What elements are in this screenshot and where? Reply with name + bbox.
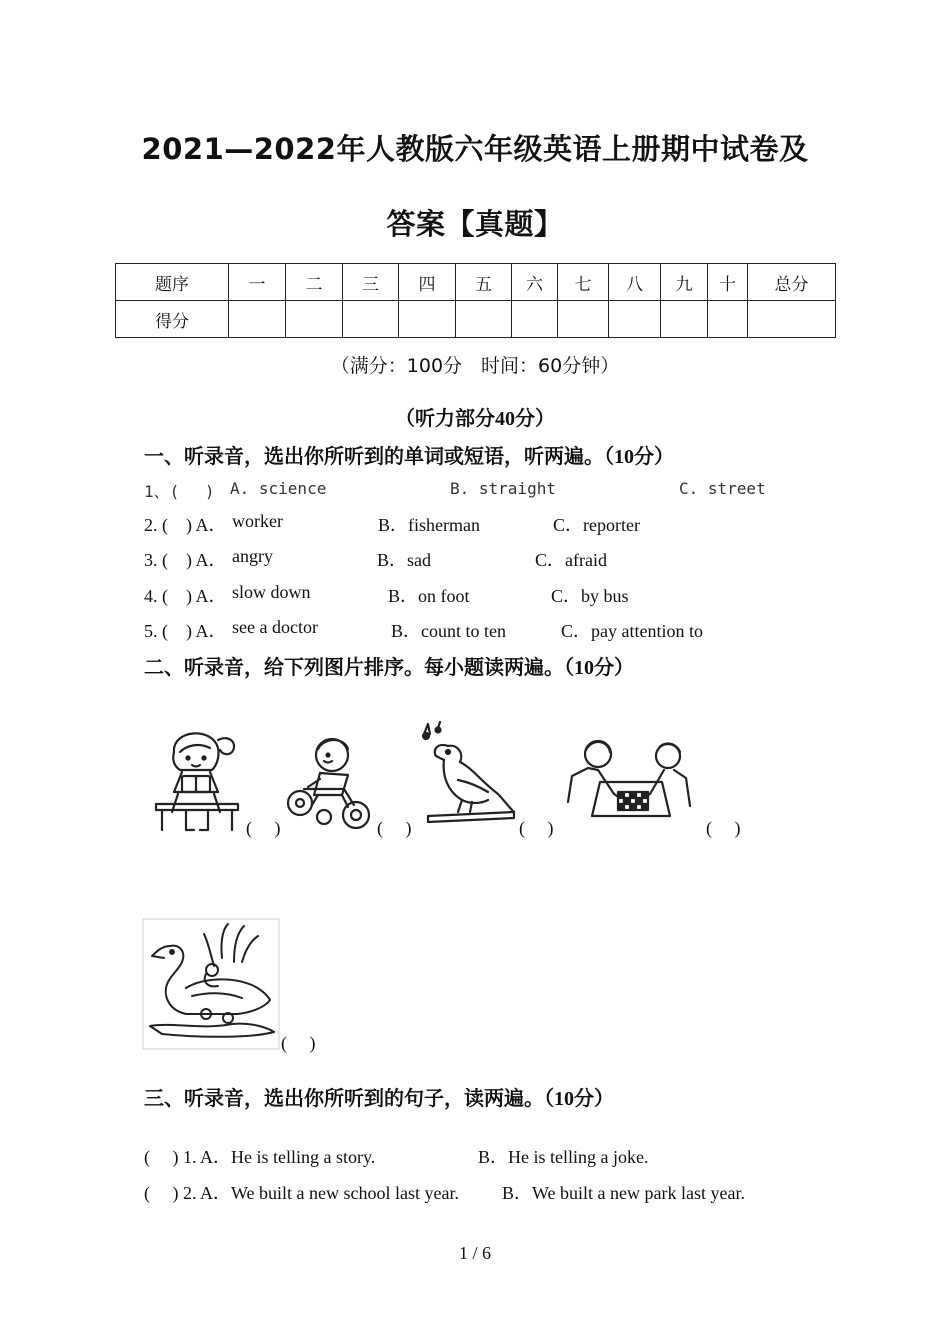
exam-title-line1: 2021—2022年人教版六年级英语上册期中试卷及 [141,132,809,166]
answer-parenthesis[interactable]: ( ) [377,818,412,838]
option-a[interactable]: worker [232,511,283,531]
option-b[interactable]: B. straight [450,479,556,498]
score-table-header-row [116,264,836,301]
score-cell[interactable] [456,301,512,338]
singing-bird-icon [418,720,522,832]
option-c[interactable]: C．pay attention to [561,621,703,641]
exam-note: （满分：100分 时间：60分钟） [330,355,620,377]
option-c[interactable]: C. street [679,479,766,498]
answer-parenthesis[interactable]: ( ) [519,818,554,838]
sentence-option-b[interactable]: B．He is telling a joke. [478,1147,649,1167]
score-header-cell: 九 [661,264,708,301]
score-cell[interactable] [558,301,609,338]
score-header-cell: 八 [609,264,661,301]
answer-parenthesis[interactable]: ( ) [706,818,741,838]
score-cell[interactable] [512,301,558,338]
score-cell[interactable] [399,301,456,338]
option-b[interactable]: B．on foot [388,586,470,606]
score-cell[interactable] [661,301,708,338]
sentence-option-a[interactable]: ( ) 2. A．We built a new school last year. [144,1183,459,1203]
question-number: 1、( ) [144,482,215,501]
score-header-cell: 总分 [748,264,836,301]
option-a[interactable]: angry [232,546,273,566]
section3-heading: 三、听录音，选出你所听到的句子，读两遍。（10分） [144,1088,614,1110]
score-table [115,263,836,338]
listening-part-heading: （听力部分40分） [395,408,555,430]
score-header-cell: 一 [229,264,286,301]
question-number: 5. ( ) A． [144,621,227,641]
answer-parenthesis[interactable]: ( ) [246,818,281,838]
score-header-cell: 二 [286,264,343,301]
score-cell[interactable] [609,301,661,338]
section2-heading: 二、听录音，给下列图片排序。每小题读两遍。（10分） [144,657,634,679]
sentence-option-a[interactable]: ( ) 1. A．He is telling a story. [144,1147,376,1167]
answer-parenthesis[interactable]: ( ) [281,1033,316,1053]
boy-riding-tricycle-icon [284,733,374,831]
score-header-cell: 三 [343,264,399,301]
score-cell[interactable] [708,301,748,338]
children-playing-chess-icon [562,736,700,828]
score-cell[interactable] [748,301,836,338]
question-number: 4. ( ) A． [144,586,227,606]
score-header-cell: 六 [512,264,558,301]
score-cell[interactable] [286,301,343,338]
section1-heading: 一、听录音，选出你所听到的单词或短语，听两遍。（10分） [144,446,674,468]
score-cell[interactable] [343,301,399,338]
option-c[interactable]: C．afraid [535,550,607,570]
option-b[interactable]: B．count to ten [391,621,506,641]
option-b[interactable]: B．sad [377,550,431,570]
girl-reading-on-bench-icon [152,718,242,834]
sentence-option-b[interactable]: B．We built a new park last year. [502,1183,745,1203]
score-header-cell: 七 [558,264,609,301]
option-c[interactable]: C．by bus [551,586,629,606]
score-header-cell: 十 [708,264,748,301]
score-header-cell: 题序 [116,264,229,301]
exam-title-line2: 答案【真题】 [386,207,564,241]
score-cell[interactable] [229,301,286,338]
page-number: 1 / 6 [458,1243,491,1263]
question-number: 2. ( ) A． [144,515,227,535]
score-row-label: 得分 [116,301,229,338]
option-a[interactable]: A. science [230,479,327,498]
option-a[interactable]: slow down [232,582,311,602]
option-c[interactable]: C．reporter [553,515,640,535]
option-b[interactable]: B．fisherman [378,515,480,535]
score-header-cell: 四 [399,264,456,301]
option-a[interactable]: see a doctor [232,617,318,637]
score-header-cell: 五 [456,264,512,301]
score-table-score-row [116,301,836,338]
question-number: 3. ( ) A． [144,550,227,570]
duck-with-ducklings-icon [142,918,280,1050]
